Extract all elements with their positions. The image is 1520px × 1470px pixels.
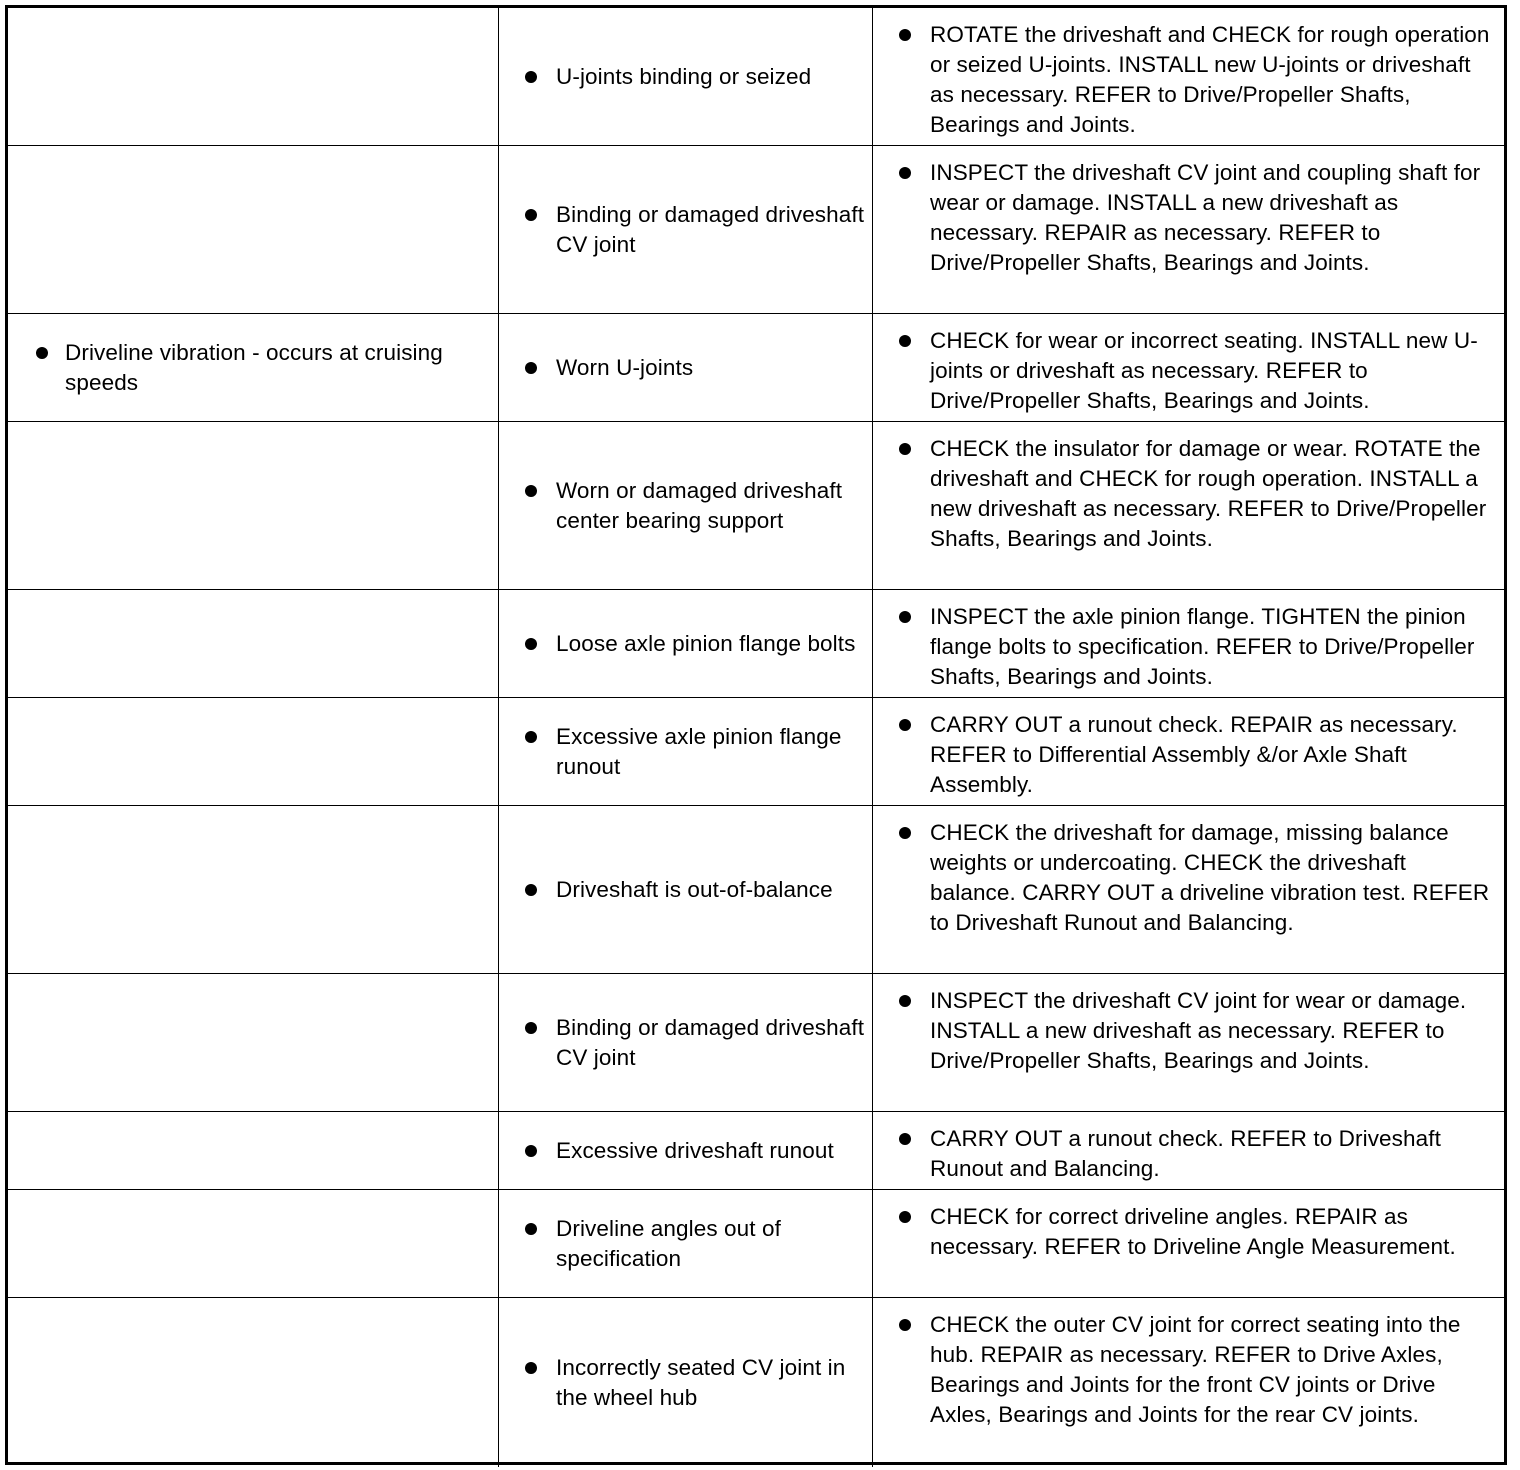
action-cell [873, 974, 1504, 1112]
action-text: INSPECT the axle pinion flange. TIGHTEN the pinion flange bolts to specification. REFER to Drive/Propeller Shafts, Bearings and Joints. [930, 604, 1475, 689]
bullet-icon [899, 827, 911, 839]
symptom-cell [8, 314, 499, 422]
cause-cell [499, 146, 873, 314]
action-cell [873, 698, 1504, 806]
bullet-icon [525, 1223, 537, 1235]
symptom-item [8, 338, 498, 398]
cause-cell [499, 806, 873, 974]
action-item [873, 1112, 1504, 1184]
symptom-cell [8, 1298, 499, 1467]
symptom-text: Driveline vibration - occurs at cruising speeds [65, 339, 443, 395]
cause-cell [499, 974, 873, 1112]
cause-text: Binding or damaged driveshaft CV joint [556, 201, 865, 257]
bullet-icon [899, 719, 911, 731]
cause-item [499, 1013, 872, 1073]
cause-item [499, 353, 699, 383]
action-cell [873, 146, 1504, 314]
action-cell [873, 8, 1504, 146]
action-text: CARRY OUT a runout check. REPAIR as necessary. REFER to Differential Assembly &/or Axle Shaft Assembly. [930, 712, 1458, 797]
cause-item [499, 875, 839, 905]
symptom-cell [8, 806, 499, 974]
cause-text: Driveline angles out of specification [556, 1215, 781, 1271]
cause-cell [499, 314, 873, 422]
cause-text: Worn U-joints [556, 354, 694, 380]
action-item [873, 146, 1504, 278]
cause-cell [499, 8, 873, 146]
action-item [873, 1190, 1504, 1262]
symptom-cell [8, 974, 499, 1112]
action-cell [873, 806, 1504, 974]
cause-cell [499, 590, 873, 698]
bullet-icon [525, 362, 537, 374]
action-item [873, 974, 1504, 1076]
symptom-cell [8, 8, 499, 146]
action-item [873, 698, 1504, 800]
cause-item [499, 629, 861, 659]
bullet-icon [899, 1133, 911, 1145]
bullet-icon [525, 884, 537, 896]
cause-item [499, 62, 817, 92]
cause-item [499, 476, 872, 536]
action-text: CHECK for wear or incorrect seating. INSTALL new U-joints or driveshaft as necessary. REFER to Drive/Propeller Shafts, Bearings and Joints. [930, 328, 1478, 413]
symptom-cell [8, 698, 499, 806]
bullet-icon [899, 611, 911, 623]
action-cell [873, 1298, 1504, 1467]
symptom-cell [8, 590, 499, 698]
action-cell [873, 314, 1504, 422]
symptom-cell [8, 1190, 499, 1298]
action-cell [873, 590, 1504, 698]
bullet-icon [899, 995, 911, 1007]
bullet-icon [899, 29, 911, 41]
cause-text: Binding or damaged driveshaft CV joint [556, 1014, 865, 1070]
action-text: ROTATE the driveshaft and CHECK for rough operation or seized U-joints. INSTALL new U-joints or driveshaft as necessary. REFER to Drive/Propeller Shafts, Bearings and Joints. [930, 22, 1490, 137]
action-text: INSPECT the driveshaft CV joint and coupling shaft for wear or damage. INSTALL a new driveshaft as necessary. REPAIR as necessary. REFER to Drive/Propeller Shafts, Bearings and Joints. [930, 160, 1481, 275]
bullet-icon [899, 1319, 911, 1331]
cause-item [499, 1353, 872, 1413]
action-text: CARRY OUT a runout check. REFER to Driveshaft Runout and Balancing. [930, 1126, 1441, 1181]
bullet-icon [36, 347, 48, 359]
action-cell [873, 1190, 1504, 1298]
bullet-icon [525, 71, 537, 83]
action-text: CHECK for correct driveline angles. REPAIR as necessary. REFER to Driveline Angle Measurement. [930, 1204, 1456, 1259]
action-text: CHECK the driveshaft for damage, missing balance weights or undercoating. CHECK the driveshaft balance. CARRY OUT a driveline vibration test. REFER to Driveshaft Runout and Balancing. [930, 820, 1490, 935]
cause-item [499, 1136, 840, 1166]
action-cell [873, 422, 1504, 590]
cause-cell [499, 1112, 873, 1190]
cause-cell [499, 422, 873, 590]
action-text: INSPECT the driveshaft CV joint for wear or damage. INSTALL a new driveshaft as necessary. REFER to Drive/Propeller Shafts, Bearings and Joints. [930, 988, 1467, 1073]
cause-text: Loose axle pinion flange bolts [556, 630, 856, 656]
cause-cell [499, 1298, 873, 1467]
bullet-icon [525, 1022, 537, 1034]
bullet-icon [899, 1211, 911, 1223]
bullet-icon [525, 485, 537, 497]
action-item [873, 422, 1504, 554]
action-text: CHECK the insulator for damage or wear. ROTATE the driveshaft and CHECK for rough operation. INSTALL a new driveshaft as necessary. REFER to Drive/Propeller Shafts, Bearings and Joints. [930, 436, 1487, 551]
symptom-cell [8, 422, 499, 590]
bullet-icon [525, 1145, 537, 1157]
cause-item [499, 200, 872, 260]
bullet-icon [525, 1362, 537, 1374]
cause-item [499, 722, 872, 782]
cause-text: Worn or damaged driveshaft center bearing support [556, 477, 843, 533]
diagnostic-table [5, 5, 1507, 1465]
cause-cell [499, 1190, 873, 1298]
action-cell [873, 1112, 1504, 1190]
symptom-cell [8, 146, 499, 314]
bullet-icon [899, 443, 911, 455]
action-item [873, 1298, 1504, 1430]
cause-text: Excessive driveshaft runout [556, 1137, 834, 1163]
action-item [873, 806, 1504, 938]
cause-text: Incorrectly seated CV joint in the wheel hub [556, 1354, 846, 1410]
bullet-icon [525, 731, 537, 743]
bullet-icon [899, 167, 911, 179]
cause-text: U-joints binding or seized [556, 63, 812, 89]
bullet-icon [525, 209, 537, 221]
bullet-icon [899, 335, 911, 347]
action-item [873, 8, 1504, 140]
bullet-icon [525, 638, 537, 650]
action-text: CHECK the outer CV joint for correct seating into the hub. REPAIR as necessary. REFER to Drive Axles, Bearings and Joints for the front CV joints or Drive Axles, Bearings and Joints for the rear CV joints. [930, 1312, 1461, 1427]
action-item [873, 590, 1504, 692]
cause-item [499, 1214, 872, 1274]
cause-cell [499, 698, 873, 806]
action-item [873, 314, 1504, 416]
cause-text: Driveshaft is out-of-balance [556, 876, 833, 902]
symptom-cell [8, 1112, 499, 1190]
cause-text: Excessive axle pinion flange runout [556, 723, 842, 779]
